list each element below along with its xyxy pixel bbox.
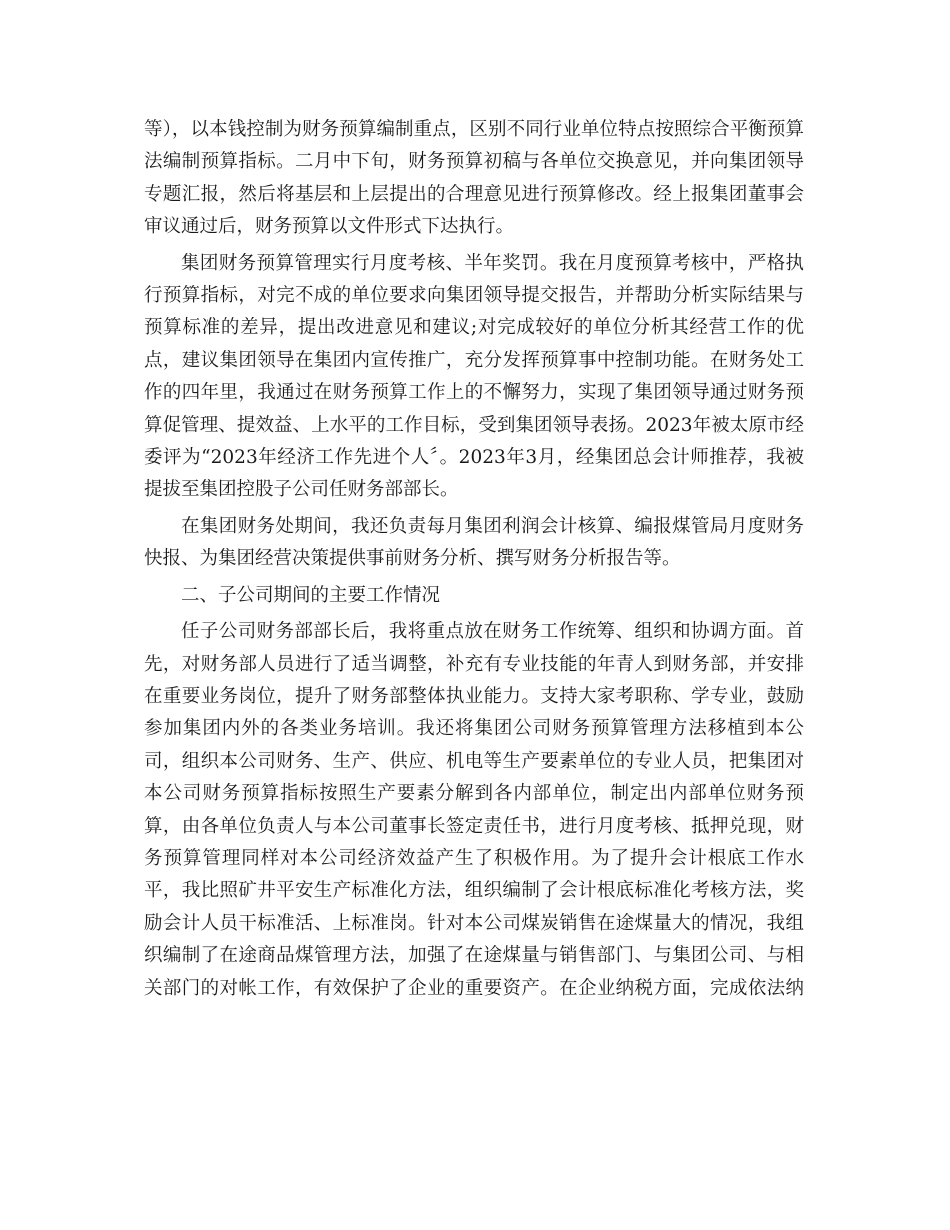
- text-line: 法编制预算指标。二月中下旬，财务预算初稿与各单位交换意见，并向集团领导: [144, 151, 804, 173]
- paragraph-finance-duties: [144, 511, 804, 576]
- text-line: 务预算管理同样对本公司经济效益产生了积极作用。为了提升会计根底工作水: [144, 847, 804, 869]
- text-line: 在重要业务岗位，提升了财务部整体执业能力。支持大家考职称、学专业，鼓励: [144, 685, 804, 707]
- text-line: 算，由各单位负责人与本公司董事长签定责任书，进行月度考核、抵押兑现，财: [144, 815, 804, 837]
- text-line: 本公司财务预算指标按照生产要素分解到各内部单位，制定出内部单位财务预: [144, 783, 804, 805]
- text-line: 在集团财务处期间，我还负责每月集团利润会计核算、编报煤管局月度财务: [181, 515, 804, 537]
- text-line: 算促管理、提效益、上水平的工作目标，受到集团领导表扬。2023年被太原市经: [144, 414, 804, 436]
- paragraph-budget-assessment: [144, 248, 804, 507]
- text-line: 集团财务预算管理实行月度考核、半年奖罚。我在月度预算考核中，严格执: [181, 252, 804, 274]
- text-line: 励会计人员干标准活、上标准岗。针对本公司煤炭销售在途煤量大的情况，我组: [144, 912, 804, 934]
- text-line: 关部门的对帐工作，有效保护了企业的重要资产。在企业纳税方面，完成依法纳: [144, 977, 804, 999]
- text-line: 预算标准的差异，提出改进意见和建议;对完成较好的单位分析其经营工作的优: [144, 317, 804, 339]
- text-line: 参加集团内外的各类业务培训。我还将集团公司财务预算管理方法移植到本公: [144, 718, 804, 740]
- text-line: 作的四年里，我通过在财务预算工作上的不懈努力，实现了集团领导通过财务预: [144, 382, 804, 404]
- text-line: 审议通过后，财务预算以文件形式下达执行。: [144, 216, 515, 238]
- text-line: 委评为“2023年经济工作先进个人〞。2023年3月，经集团总会计师推荐，我被: [144, 447, 804, 469]
- paragraph-subsidiary-work: [144, 616, 804, 1005]
- document-body: [144, 114, 804, 1009]
- text-line: 点，建议集团领导在集团内宣传推广，充分发挥预算事中控制功能。在财务处工: [144, 349, 804, 371]
- text-line: 行预算指标，对完不成的单位要求向集团领导提交报告，并帮助分析实际结果与: [144, 285, 804, 307]
- text-line: 任子公司财务部部长后，我将重点放在财务工作统筹、组织和协调方面。首: [181, 621, 804, 643]
- text-line: 快报、为集团经营决策提供事前财务分析、撰写财务分析报告等。: [144, 548, 681, 570]
- text-line: 先，对财务部人员进行了适当调整，补充有专业技能的年青人到财务部，并安排: [144, 653, 804, 675]
- section-heading: [144, 580, 804, 612]
- text-line: 司，组织本公司财务、生产、供应、机电等生产要素单位的专业人员，把集团对: [144, 750, 804, 772]
- paragraph-budget-compilation: [144, 114, 804, 244]
- text-line: 提拔至集团控股子公司任财务部部长。: [144, 479, 459, 501]
- text-line: 专题汇报，然后将基层和上层提出的合理意见进行预算修改。经上报集团董事会: [144, 183, 804, 205]
- text-line: 平，我比照矿井平安生产标准化方法，组织编制了会计根底标准化考核方法，奖: [144, 880, 804, 902]
- section-heading-text: 二、子公司期间的主要工作情况: [181, 584, 441, 606]
- text-line: 等），以本钱控制为财务预算编制重点，区别不同行业单位特点按照综合平衡预算: [144, 119, 804, 140]
- text-line: 织编制了在途商品煤管理方法，加强了在途煤量与销售部门、与集团公司、与相: [144, 945, 804, 967]
